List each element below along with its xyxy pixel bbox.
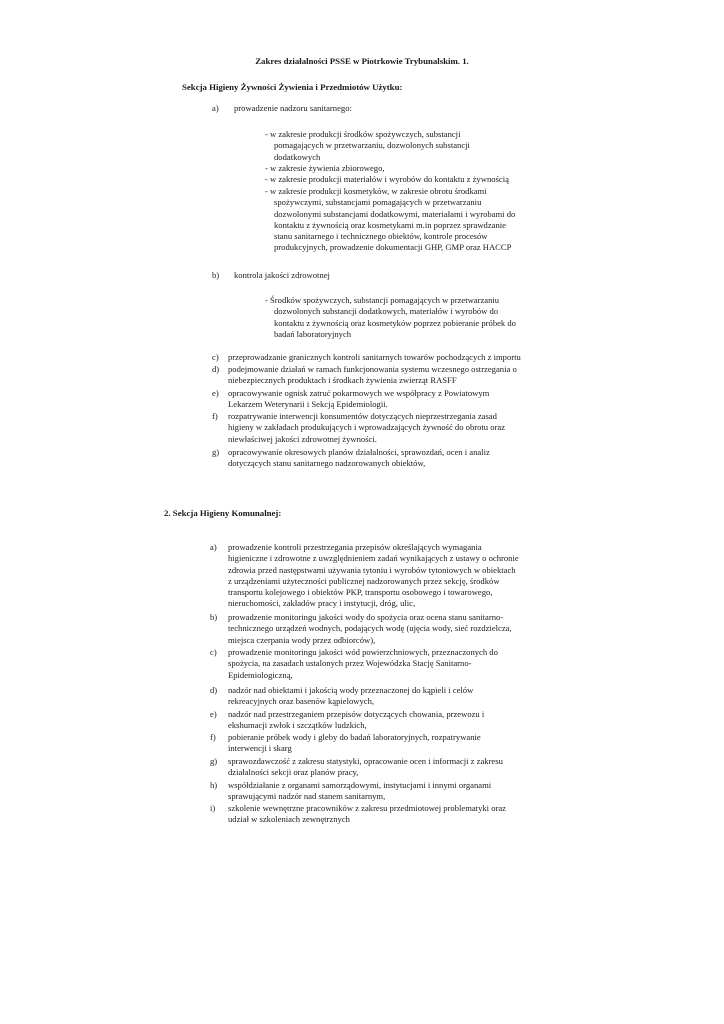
list-item-label: d) xyxy=(210,685,218,695)
list-item-line: prowadzenie kontroli przestrzegania przepisów określających wymagania xyxy=(228,542,482,552)
list-item-label: b) xyxy=(210,612,218,622)
list-item-text xyxy=(228,803,506,826)
section1-a-subitem xyxy=(265,163,385,174)
list-item-line: higieny w zakładach produkujących i wprowadzających żywność do obrotu oraz xyxy=(228,422,506,433)
list-item-text xyxy=(228,411,505,445)
list-item-label: e) xyxy=(210,709,217,719)
list-item-line: niewłaściwej jakości zdrowotnej żywności. xyxy=(228,433,377,444)
section1-a-subitem xyxy=(265,174,509,185)
list-item-label: c) xyxy=(210,647,217,657)
list-item-label: g) xyxy=(212,447,220,457)
section1-b-subitem xyxy=(265,295,516,340)
subitem-line: - w zakresie produkcji kosmetyków, w zakresie obrotu środkami xyxy=(265,186,487,196)
list-item-line: interwencji i skarg xyxy=(228,743,292,754)
list-item-label: e) xyxy=(212,388,219,398)
list-item-line: opracowywanie okresowych planów działalności, sprawozdań, ocen i analiz xyxy=(228,447,490,457)
list-item-text xyxy=(228,647,498,681)
list-item-line: technicznego urządzeń wodnych, podających wodę (ujęcia wody, sieć rozdzielcza, xyxy=(228,623,512,634)
list-item-line: działalności sekcji oraz planów pracy, xyxy=(228,767,359,778)
list-item-line: zdrowia przed następstwami używania tytoniu i wyrobów tytoniowych w obiektach xyxy=(228,564,516,575)
list-item-line: higieniczne i zdrowotne z uwzględnieniem zadań wynikających z ustawy o ochronie xyxy=(228,553,519,564)
list-item-label: h) xyxy=(210,780,218,790)
section1-item-b-label: b) xyxy=(212,270,220,280)
list-item-text xyxy=(228,364,517,387)
list-item-label: g) xyxy=(210,756,218,766)
list-item-label: d) xyxy=(212,364,220,374)
list-item-line: rozpatrywanie interwencji konsumentów dotyczących nieprzestrzegania zasad xyxy=(228,411,497,421)
subitem-line: pomagających w przetwarzaniu, dozwolonych substancji xyxy=(274,140,470,151)
subitem-line: dozwolonych substancji dodatkowych, materiałów i wyrobów do xyxy=(274,306,499,317)
list-item-line: ekshumacji zwłok i szczątków ludzkich, xyxy=(228,720,367,731)
list-item-text xyxy=(228,709,484,732)
list-item-line: udział w szkoleniach zewnętrznych xyxy=(228,814,350,825)
list-item-line: z urządzeniami użyteczności publicznej nadzorowanych przez sekcję, środków xyxy=(228,575,500,586)
section1-item-b-text: kontrola jakości zdrowotnej xyxy=(234,270,330,280)
list-item-line: miejsca czerpania wody przez odbiorców), xyxy=(228,634,376,645)
subitem-line: kontaktu z żywnością oraz kosmetyków poprzez pobieranie próbek do xyxy=(274,317,516,328)
subitem-line: - w zakresie żywienia zbiorowego, xyxy=(265,163,385,173)
list-item-text xyxy=(228,388,489,411)
list-item-text xyxy=(228,612,512,646)
list-item-line: przeprowadzanie granicznych kontroli sanitarnych towarów pochodzących z importu xyxy=(228,352,521,362)
subitem-line: spożywczymi, substancjami pomagających w przetwarzaniu xyxy=(274,197,482,208)
list-item-text xyxy=(228,732,481,755)
section2-heading: 2. Sekcja Higieny Komunalnej: xyxy=(164,508,282,518)
subitem-line: badań laboratoryjnych xyxy=(274,328,352,339)
list-item-label: a) xyxy=(210,542,217,552)
list-item-line: sprawującymi nadzór nad stanem sanitarnym, xyxy=(228,791,386,802)
list-item-line: Epidemiologiczną, xyxy=(228,669,293,680)
subitem-line: produkcyjnych, prowadzenie dokumentacji GHP, GMP oraz HACCP xyxy=(274,242,512,253)
list-item-line: nadzór nad obiektami i jakością wody przeznaczonej do kąpieli i celów xyxy=(228,685,474,695)
list-item-label: c) xyxy=(212,352,219,362)
list-item-line: prowadzenie monitoringu jakości wody do spożycia oraz ocena stanu sanitarno- xyxy=(228,612,504,622)
list-item-line: niebezpiecznych produktach i środkach żywienia zwierząt RASFF xyxy=(228,375,457,386)
list-item-label: i) xyxy=(210,803,216,813)
list-item-label: f) xyxy=(212,411,218,421)
list-item-line: prowadzenie monitoringu jakości wód powierzchniowych, przeznaczonych do xyxy=(228,647,498,657)
list-item-line: współdziałanie z organami samorządowymi, instytucjami i innymi organami xyxy=(228,780,492,790)
list-item-line: podejmowanie działań w ramach funkcjonowania systemu wczesnego ostrzegania o xyxy=(228,364,517,374)
section1-item-a-text: prowadzenie nadzoru sanitarnego: xyxy=(234,103,352,113)
subitem-line: - w zakresie produkcji materiałów i wyrobów do kontaktu z żywnością xyxy=(265,174,509,184)
list-item-line: Lekarzem Weterynarii i Sekcją Epidemiologii. xyxy=(228,399,388,410)
subitem-line: - w zakresie produkcji środków spożywczych, substancji xyxy=(265,129,461,139)
subitem-line: dozwolonymi substancjami dodatkowymi, materiałami i wyrobami do xyxy=(274,208,516,219)
list-item-text xyxy=(228,756,503,779)
list-item-line: spożycia, na zasadach ustalonych przez Wojewódzka Stację Sanitarno- xyxy=(228,658,472,669)
list-item-line: nadzór nad przestrzeganiem przepisów dotyczących chowania, przewozu i xyxy=(228,709,485,719)
list-item-line: sprawozdawczość z zakresu statystyki, opracowanie ocen i informacji z zakresu xyxy=(228,756,503,766)
section1-a-subitem xyxy=(265,129,470,163)
section1-a-subitem xyxy=(265,186,515,254)
list-item-line: rekreacyjnych oraz basenów kąpielowych, xyxy=(228,696,375,707)
list-item-text xyxy=(228,685,473,708)
subitem-line: - Środków spożywczych, substancji pomagających w przetwarzaniu xyxy=(265,295,500,305)
list-item-line: pobieranie próbek wody i gleby do badań laboratoryjnych, rozpatrywanie xyxy=(228,732,481,742)
list-item-line: dotyczących stanu sanitarnego nadzorowanych obiektów, xyxy=(228,458,426,469)
section1-heading: Sekcja Higieny Żywności Żywienia i Przedmiotów Użytku: xyxy=(182,82,403,92)
list-item-label: f) xyxy=(210,732,216,742)
list-item-text xyxy=(228,352,521,363)
list-item-text xyxy=(228,447,490,470)
list-item-text xyxy=(228,542,519,610)
subitem-line: kontaktu z żywnością oraz kosmetykami m.in poprzez sprawdzanie xyxy=(274,219,506,230)
list-item-line: opracowywanie ognisk zatruć pokarmowych we współpracy z Powiatowym xyxy=(228,388,490,398)
list-item-line: nieruchomości, zakładów pracy i instytucji, dróg, ulic, xyxy=(228,598,416,609)
subitem-line: stanu sanitarnego i technicznego obiektów, kontrole procesów xyxy=(274,231,488,242)
section1-item-a-label: a) xyxy=(212,103,219,113)
list-item-text xyxy=(228,780,491,803)
page-title: Zakres działalności PSSE w Piotrkowie Trybunalskim. 1. xyxy=(255,56,469,66)
list-item-line: transportu kolejowego i obiektów PKP, transportu osobowego i towarowego, xyxy=(228,587,493,598)
subitem-line: dodatkowych xyxy=(274,151,321,162)
list-item-line: szkolenie wewnętrzne pracowników z zakresu przedmiotowej problematyki oraz xyxy=(228,803,506,813)
